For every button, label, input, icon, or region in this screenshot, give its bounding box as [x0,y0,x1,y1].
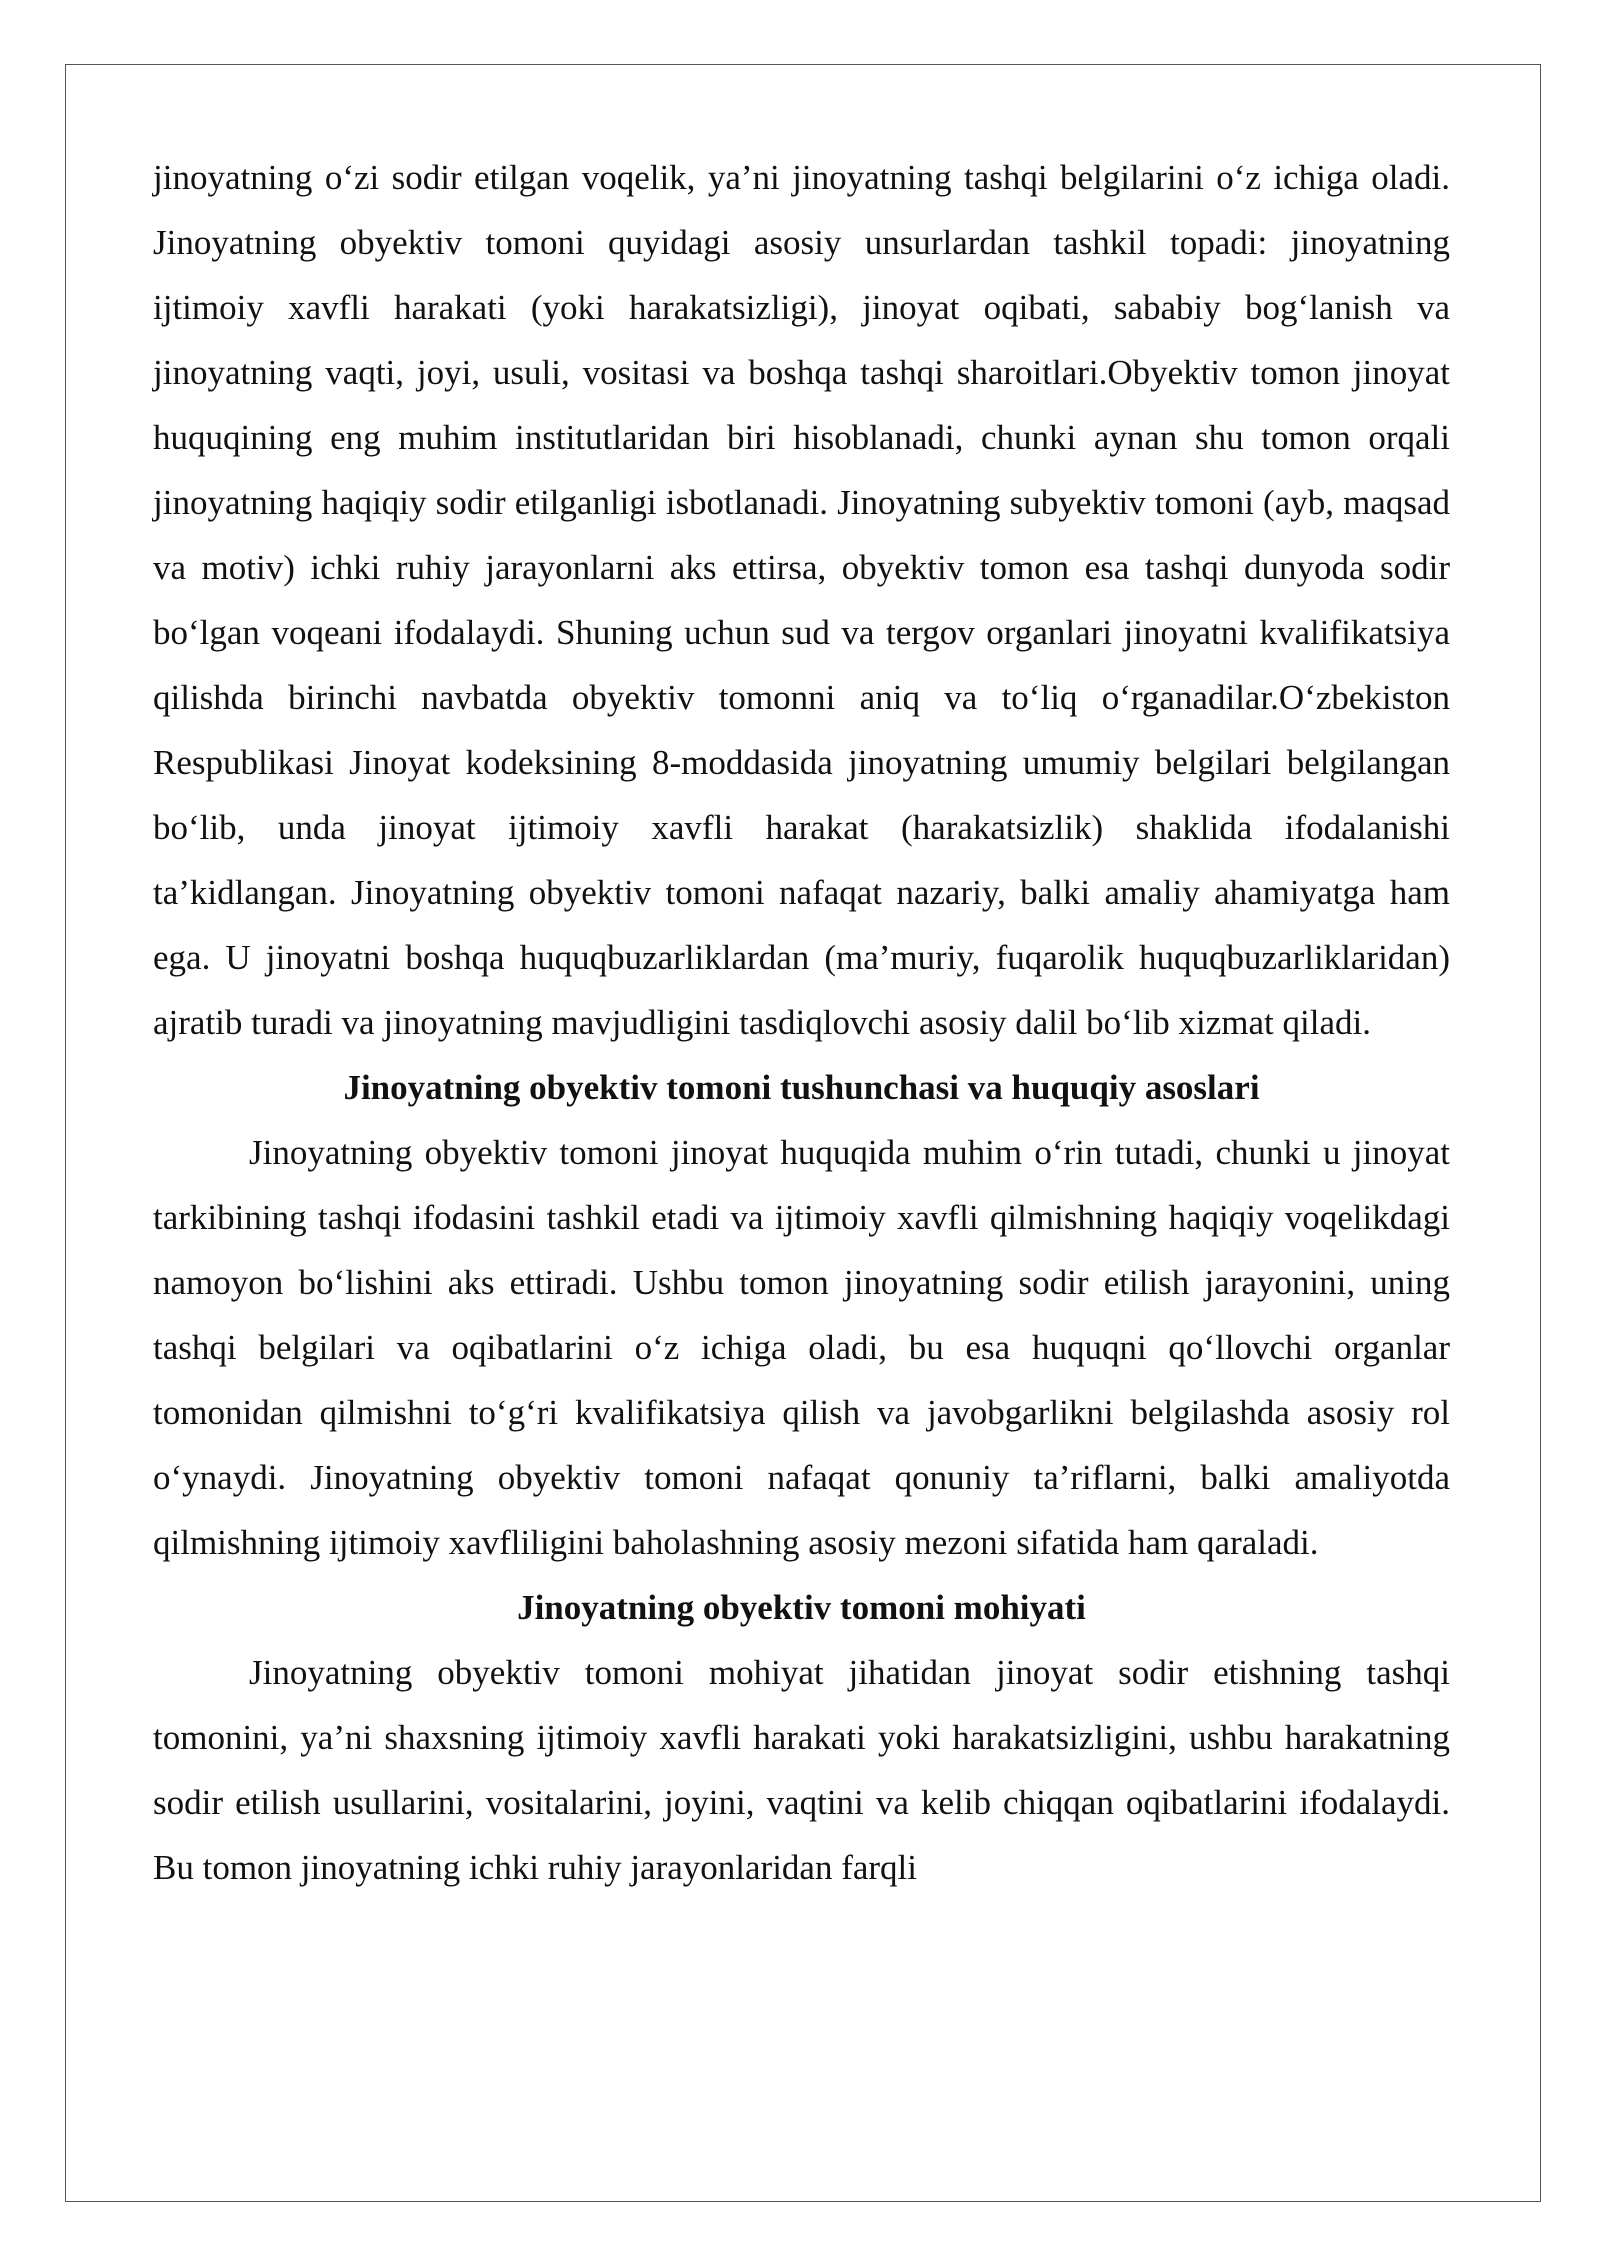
section-heading: Jinoyatning obyektiv tomoni mohiyati [517,1588,1086,1627]
body-paragraph: Jinoyatning obyektiv tomoni jinoyat huquqida muhim o‘rin tutadi, chunki u jinoyat tarkibining tashqi ifodasini tashkil etadi va ijtimoiy xavfli qilmishning haqiqiy voqelikdagi namoyon bo‘lishini aks ettiradi. Ushbu tomon jinoyatning sodir etilish jarayonini, uning tashqi belgilari va oqibatlarini o‘z ichiga oladi, bu esa huquqni qo‘llovchi organlar tomonidan qilmishni to‘g‘ri kvalifikatsiya qilish va javobgarlikni belgilashda asosiy rol o‘ynaydi. Jinoyatning obyektiv tomoni nafaqat qonuniy ta’riflarni, balki amaliyotda qilmishning ijtimoiy xavfliligini baholashning asosiy mezoni sifatida ham qaraladi. [153,1133,1450,1562]
document-body [153,145,1450,1900]
section-heading: Jinoyatning obyektiv tomoni tushunchasi va huquqiy asoslari [343,1068,1260,1107]
body-paragraph: Jinoyatning obyektiv tomoni mohiyat jihatidan jinoyat sodir etishning tashqi tomonini, ya’ni shaxsning ijtimoiy xavfli harakati yoki harakatsizligini, ushbu harakatning sodir etilish usullarini, vositalarini, joyini, vaqtini va kelib chiqqan oqibatlarini ifodalaydi. Bu tomon jinoyatning ichki ruhiy jarayonlaridan farqli [153,1653,1450,1887]
body-paragraph: jinoyatning o‘zi sodir etilgan voqelik, ya’ni jinoyatning tashqi belgilarini o‘z ichiga oladi. Jinoyatning obyektiv tomoni quyidagi asosiy unsurlardan tashkil topadi: jinoyatning ijtimoiy xavfli harakati (yoki harakatsizligi), jinoyat oqibati, sababiy bog‘lanish va jinoyatning vaqti, joyi, usuli, vositasi va boshqa tashqi sharoitlari.Obyektiv tomon jinoyat huquqining eng muhim institutlaridan biri hisoblanadi, chunki aynan shu tomon orqali jinoyatning haqiqiy sodir etilganligi isbotlanadi. Jinoyatning subyektiv tomoni (ayb, maqsad va motiv) ichki ruhiy jarayonlarni aks ettirsa, obyektiv tomon esa tashqi dunyoda sodir bo‘lgan voqeani ifodalaydi. Shuning uchun sud va tergov organlari jinoyatni kvalifikatsiya qilishda birinchi navbatda obyektiv tomonni aniq va to‘liq o‘rganadilar.O‘zbekiston Respublikasi Jinoyat kodeksining 8-moddasida jinoyatning umumiy belgilari belgilangan bo‘lib, unda jinoyat ijtimoiy xavfli harakat (harakatsizlik) shaklida ifodalanishi ta’kidlangan. Jinoyatning obyektiv tomoni nafaqat nazariy, balki amaliy ahamiyatga ham ega. U jinoyatni boshqa huquqbuzarliklardan (ma’muriy, fuqarolik huquqbuzarliklaridan) ajratib turadi va jinoyatning mavjudligini tasdiqlovchi asosiy dalil bo‘lib xizmat qiladi. [153,158,1450,1042]
